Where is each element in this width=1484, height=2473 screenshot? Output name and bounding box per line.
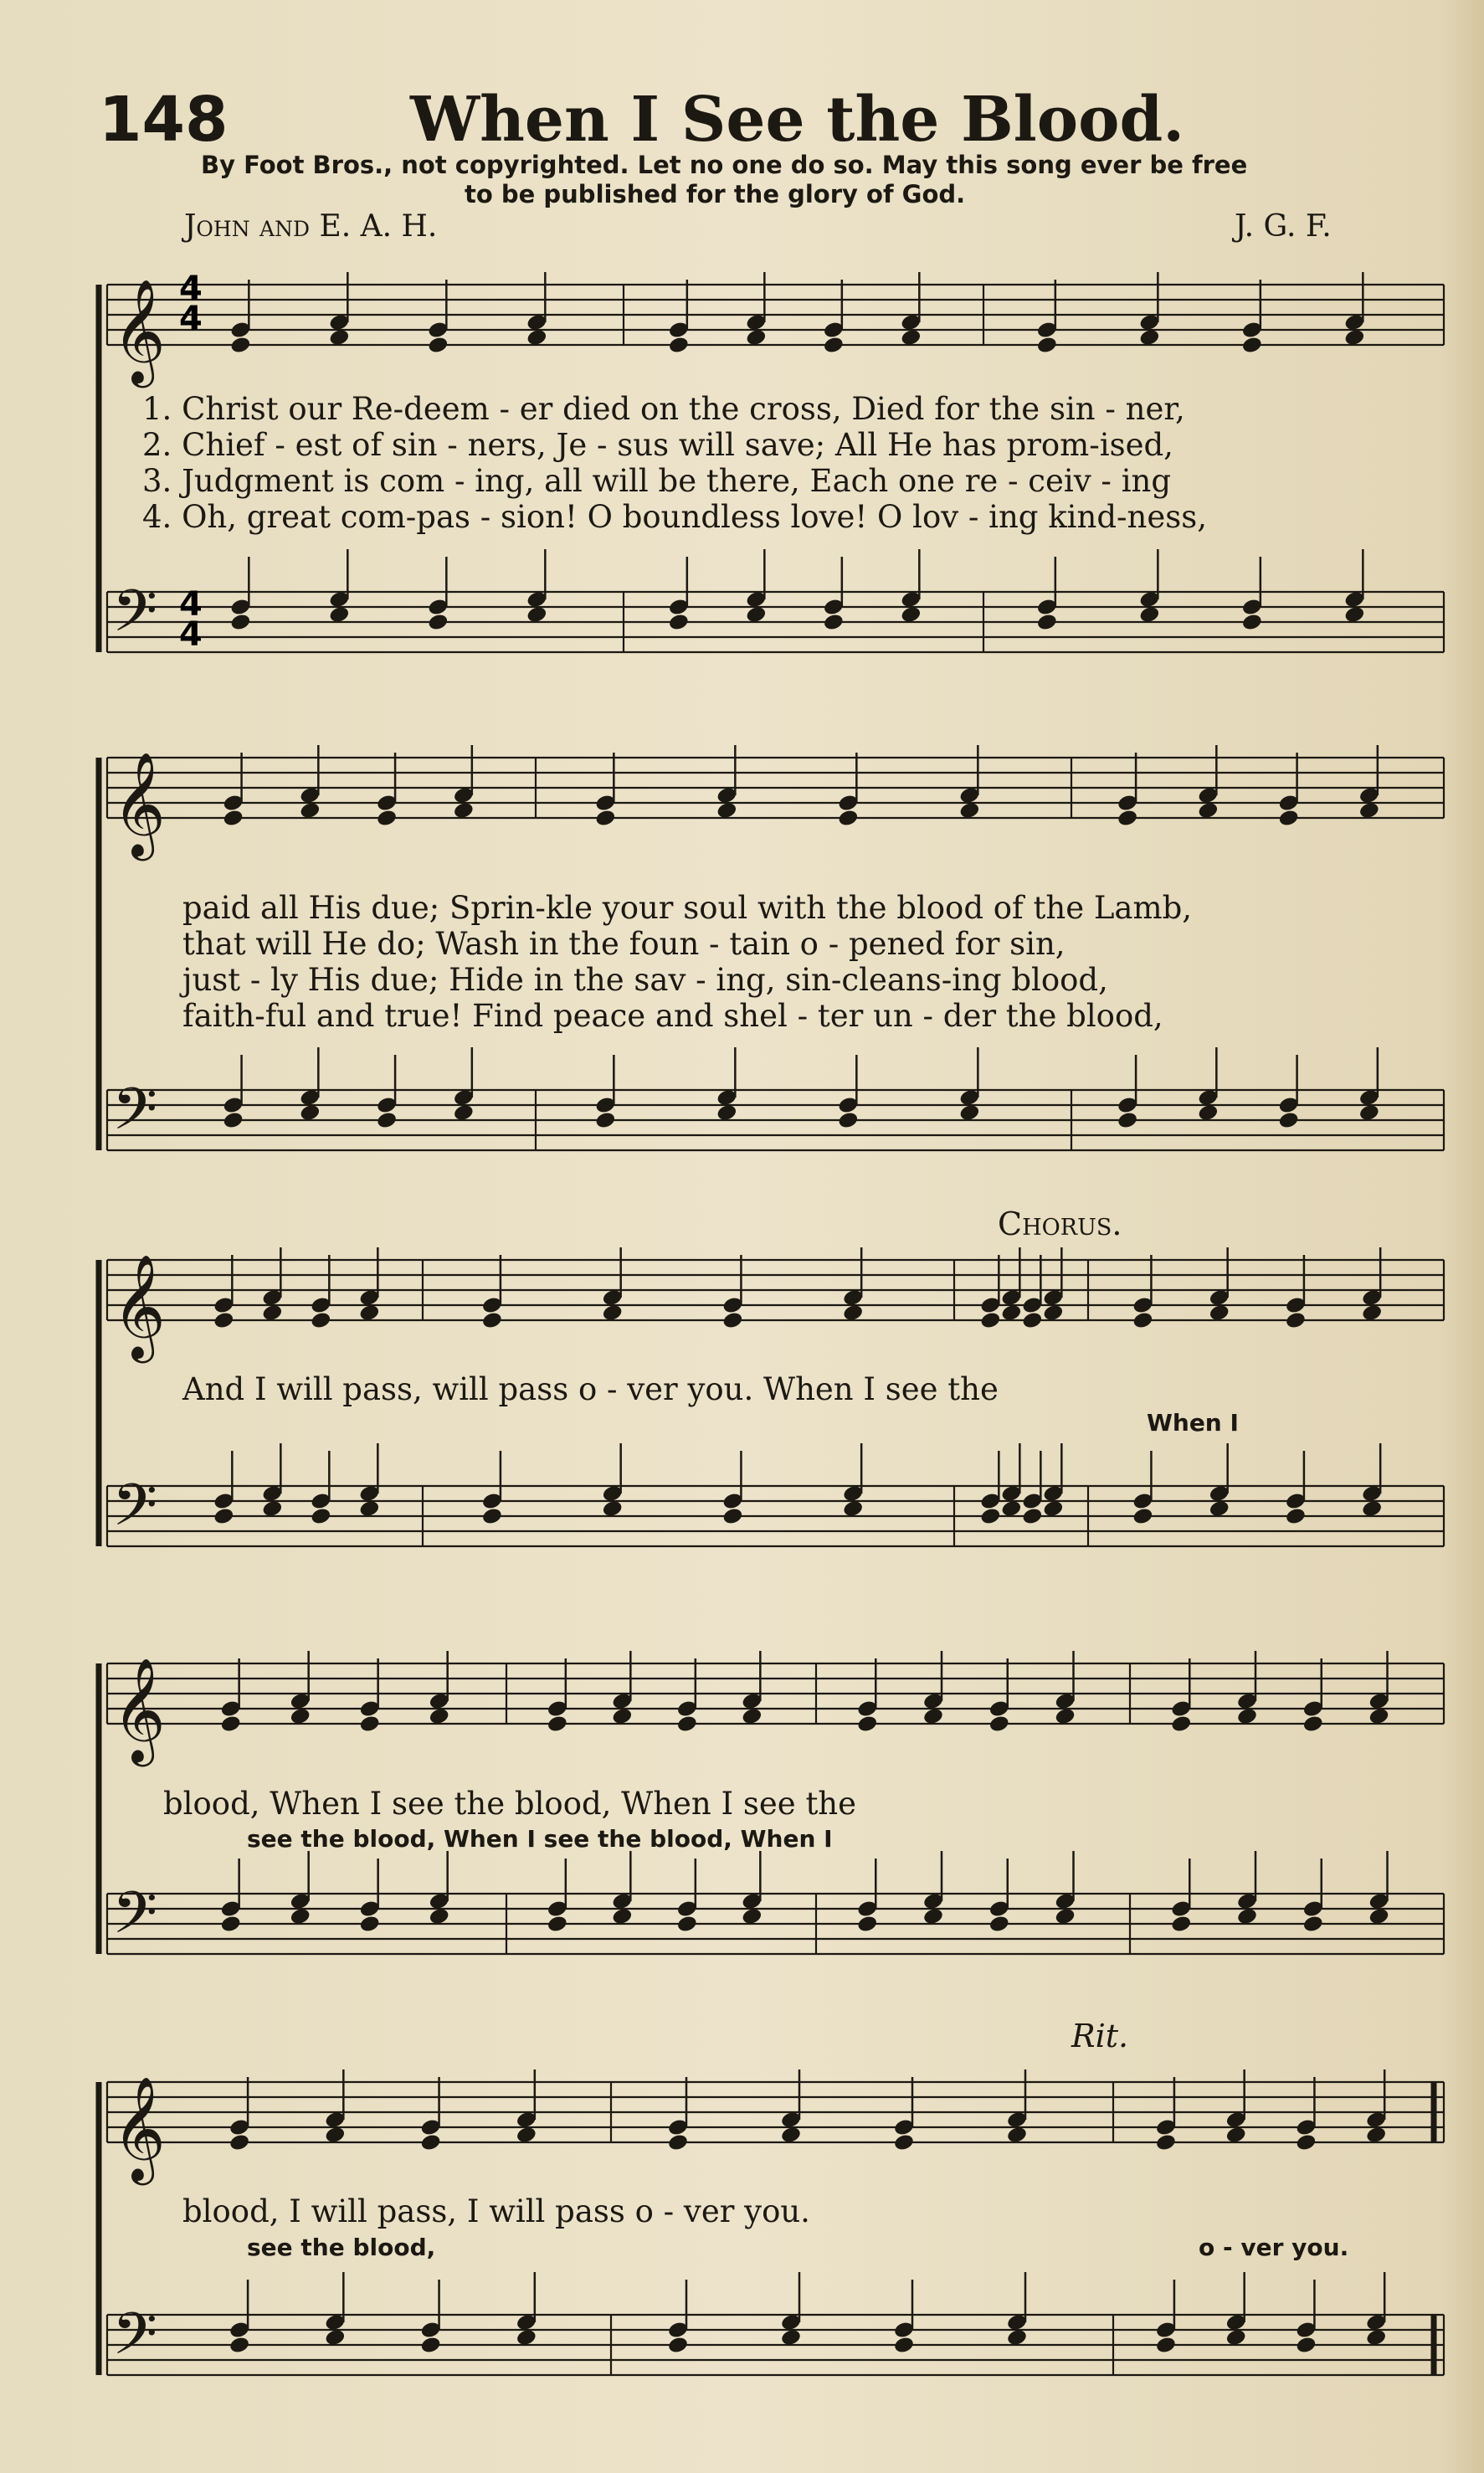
note-head (516, 2126, 537, 2145)
note-head (676, 1715, 698, 1734)
note-head (1054, 1907, 1076, 1926)
note-head (429, 1707, 450, 1726)
system-5-bass-words-right: o - ver you. (1199, 2234, 1349, 2261)
note-head (1365, 2126, 1387, 2145)
note-head (1302, 1915, 1324, 1934)
note-head (900, 328, 922, 347)
note-head (1155, 2336, 1177, 2355)
verse-1-line-b: paid all His due; Sprin-kle your soul with the blood of the Lamb, (182, 890, 1193, 926)
note-head (745, 328, 767, 347)
note-head (376, 1111, 398, 1130)
note-head (979, 1311, 1001, 1330)
note-head (1368, 1707, 1389, 1726)
time-signature-bass-bottom: 4 (179, 615, 203, 654)
verse-4-line-a: 4. Oh, great com-pas - sion! O boundless love! O lov - ing kind-ness, (142, 499, 1207, 535)
note-head (429, 1907, 450, 1926)
note-head (1278, 809, 1300, 828)
note-heads (213, 272, 1389, 2354)
note-head (721, 1507, 743, 1526)
note-head (481, 1311, 503, 1330)
note-head (1036, 336, 1058, 355)
note-head (1021, 1507, 1043, 1526)
note-head (220, 1715, 242, 1734)
system-5-lyric: blood, I will pass, I will pass o - ver you. (182, 2193, 810, 2229)
note-head (1285, 1311, 1307, 1330)
note-head (220, 1915, 242, 1934)
note-head (1021, 1311, 1043, 1330)
treble-clef-icon: 𝄞 (112, 1254, 166, 1359)
bass-clef-icon: 𝄢 (112, 577, 158, 659)
note-head (1132, 1311, 1153, 1330)
verse-4-line-b: faith-ful and true! Find peace and shel - ter un - der the blood, (182, 998, 1163, 1034)
note-head (1006, 2126, 1028, 2145)
note-head (745, 605, 767, 625)
note-head (1361, 1499, 1383, 1519)
note-head (1241, 613, 1263, 632)
note-head (427, 336, 449, 355)
note-head (1295, 2133, 1317, 2152)
note-head (420, 2133, 442, 2152)
bass-clef-icon: 𝄢 (112, 1879, 158, 1961)
note-head (481, 1507, 503, 1526)
note-head (667, 2336, 689, 2355)
note-head (358, 1499, 380, 1519)
note-head (526, 328, 547, 347)
note-head (1132, 1507, 1153, 1526)
note-head (1000, 1303, 1022, 1323)
note-head (780, 2126, 802, 2145)
note-head (1236, 1907, 1258, 1926)
words-credit: John and E. A. H. (184, 209, 438, 244)
note-head (1000, 1499, 1022, 1519)
copyright-line-1: By Foot Bros., not copyrighted. Let no one do so. May this song ever be free (201, 151, 1248, 179)
note-head (856, 1915, 878, 1934)
note-head (376, 809, 398, 828)
note-head (324, 2126, 346, 2145)
note-head (1365, 2328, 1387, 2347)
note-head (359, 1915, 381, 1934)
note-head (667, 2133, 689, 2152)
system-5-bass-words-left: see the blood, (247, 2234, 436, 2261)
note-head (427, 613, 449, 632)
note-head (842, 1499, 864, 1519)
note-head (1197, 801, 1219, 820)
note-head (1138, 328, 1160, 347)
note-head (526, 605, 547, 625)
note-head (741, 1707, 763, 1726)
bass-clef-icon: 𝄢 (112, 1075, 158, 1157)
note-head (229, 613, 251, 632)
note-head (261, 1303, 283, 1323)
note-head (741, 1907, 763, 1926)
note-head (420, 2336, 442, 2355)
note-head (1197, 1103, 1219, 1123)
note-head (1358, 1103, 1380, 1123)
note-head (988, 1915, 1010, 1934)
note-head (1295, 2336, 1317, 2355)
staff-lines (99, 285, 1444, 2375)
treble-clef-icon: 𝄞 (112, 279, 166, 383)
note-head (842, 1303, 864, 1323)
note-head (1368, 1907, 1389, 1926)
treble-clef-icon: 𝄞 (112, 1658, 166, 1762)
note-head (668, 336, 690, 355)
note-head (893, 2133, 915, 2152)
hymn-title: When I See the Blood. (410, 84, 1184, 156)
system-4-bass-words: see the blood, When I see the blood, When I (247, 1825, 833, 1853)
note-head (1042, 1303, 1064, 1323)
note-head (1343, 328, 1365, 347)
note-head (594, 1111, 616, 1130)
note-head (958, 801, 980, 820)
note-head (837, 809, 859, 828)
note-head (310, 1311, 331, 1330)
note-head (213, 1311, 234, 1330)
note-head (780, 2328, 802, 2347)
note-head (1225, 2328, 1247, 2347)
note-head (1155, 2133, 1177, 2152)
verse-2-line-a: 2. Chief - est of sin - ners, Je - sus will save; All He has prom-ised, (142, 427, 1173, 463)
note-head (979, 1507, 1001, 1526)
music-credit: J. G. F. (1235, 209, 1332, 244)
bass-clef-icon: 𝄢 (112, 1471, 158, 1553)
bass-clef-icon: 𝄢 (112, 2300, 158, 2382)
note-head (290, 1907, 311, 1926)
note-head (223, 809, 244, 828)
note-head (611, 1907, 633, 1926)
note-head (1285, 1507, 1307, 1526)
note-head (229, 2133, 250, 2152)
verse-2-line-b: that will He do; Wash in the foun - tain o - pened for sin, (182, 926, 1066, 962)
note-head (1343, 605, 1365, 625)
note-head (290, 1707, 311, 1726)
treble-clef-icon: 𝄞 (112, 752, 166, 856)
note-head (611, 1707, 633, 1726)
chorus-label: Chorus. (998, 1206, 1122, 1242)
note-head (900, 605, 922, 625)
clefs (112, 279, 166, 2382)
note-head (310, 1507, 331, 1526)
note-head (922, 1907, 944, 1926)
note-head (716, 1103, 737, 1123)
verse-3-line-a: 3. Judgment is com - ing, all will be there, Each one re - ceiv - ing (142, 463, 1172, 499)
note-head (856, 1715, 878, 1734)
time-signature-treble-top: 4 (179, 270, 203, 308)
note-head (328, 605, 350, 625)
note-head (358, 1303, 380, 1323)
note-head (1054, 1707, 1076, 1726)
note-head (1006, 2328, 1028, 2347)
note-head (1358, 801, 1380, 820)
note-head (668, 613, 690, 632)
note-head (299, 801, 321, 820)
note-head (1117, 809, 1138, 828)
note-head (1278, 1111, 1300, 1130)
note-head (958, 1103, 980, 1123)
note-head (1209, 1303, 1230, 1323)
note-head (594, 809, 616, 828)
system-3-lyric: And I will pass, will pass o - ver you. When I see the (182, 1371, 999, 1407)
note-head (1236, 1707, 1258, 1726)
note-head (823, 613, 845, 632)
treble-clef-icon: 𝄞 (112, 2076, 166, 2181)
note-head (453, 801, 475, 820)
note-head (922, 1707, 944, 1726)
time-signature-treble-bottom: 4 (179, 300, 203, 338)
note-head (837, 1111, 859, 1130)
note-head (716, 801, 737, 820)
note-head (1036, 613, 1058, 632)
note-head (1361, 1303, 1383, 1323)
verse-1-line-a: 1. Christ our Re-deem - er died on the cross, Died for the sin - ner, (142, 391, 1185, 427)
system-3-bass-words: When I (1147, 1409, 1239, 1437)
note-head (547, 1715, 568, 1734)
note-head (453, 1103, 475, 1123)
note-head (328, 328, 350, 347)
system-4-lyric: blood, When I see the blood, When I see the (163, 1786, 857, 1822)
note-head (223, 1111, 244, 1130)
note-head (1209, 1499, 1230, 1519)
time-signature-bass-top: 4 (179, 585, 203, 624)
verse-3-line-b: just - ly His due; Hide in the sav - ing, sin-cleans-ing blood, (182, 962, 1108, 998)
note-head (324, 2328, 346, 2347)
note-head (261, 1499, 283, 1519)
note-head (1138, 605, 1160, 625)
note-head (988, 1715, 1010, 1734)
note-head (1225, 2126, 1247, 2145)
note-head (1042, 1499, 1064, 1519)
note-head (1241, 336, 1263, 355)
note-head (1170, 1715, 1192, 1734)
note-head (229, 2336, 250, 2355)
note-head (602, 1303, 624, 1323)
note-head (676, 1915, 698, 1934)
note-head (893, 2336, 915, 2355)
note-head (721, 1311, 743, 1330)
note-head (1302, 1715, 1324, 1734)
note-head (516, 2328, 537, 2347)
note-head (602, 1499, 624, 1519)
ritardando-marking: Rit. (1071, 2018, 1129, 2054)
note-head (1170, 1915, 1192, 1934)
note-head (547, 1915, 568, 1934)
note-head (1117, 1111, 1138, 1130)
note-head (823, 336, 845, 355)
note-head (359, 1715, 381, 1734)
note-head (299, 1103, 321, 1123)
copyright-line-2: to be published for the glory of God. (465, 180, 966, 208)
hymn-number: 148 (99, 84, 229, 156)
note-head (213, 1507, 234, 1526)
note-head (229, 336, 251, 355)
